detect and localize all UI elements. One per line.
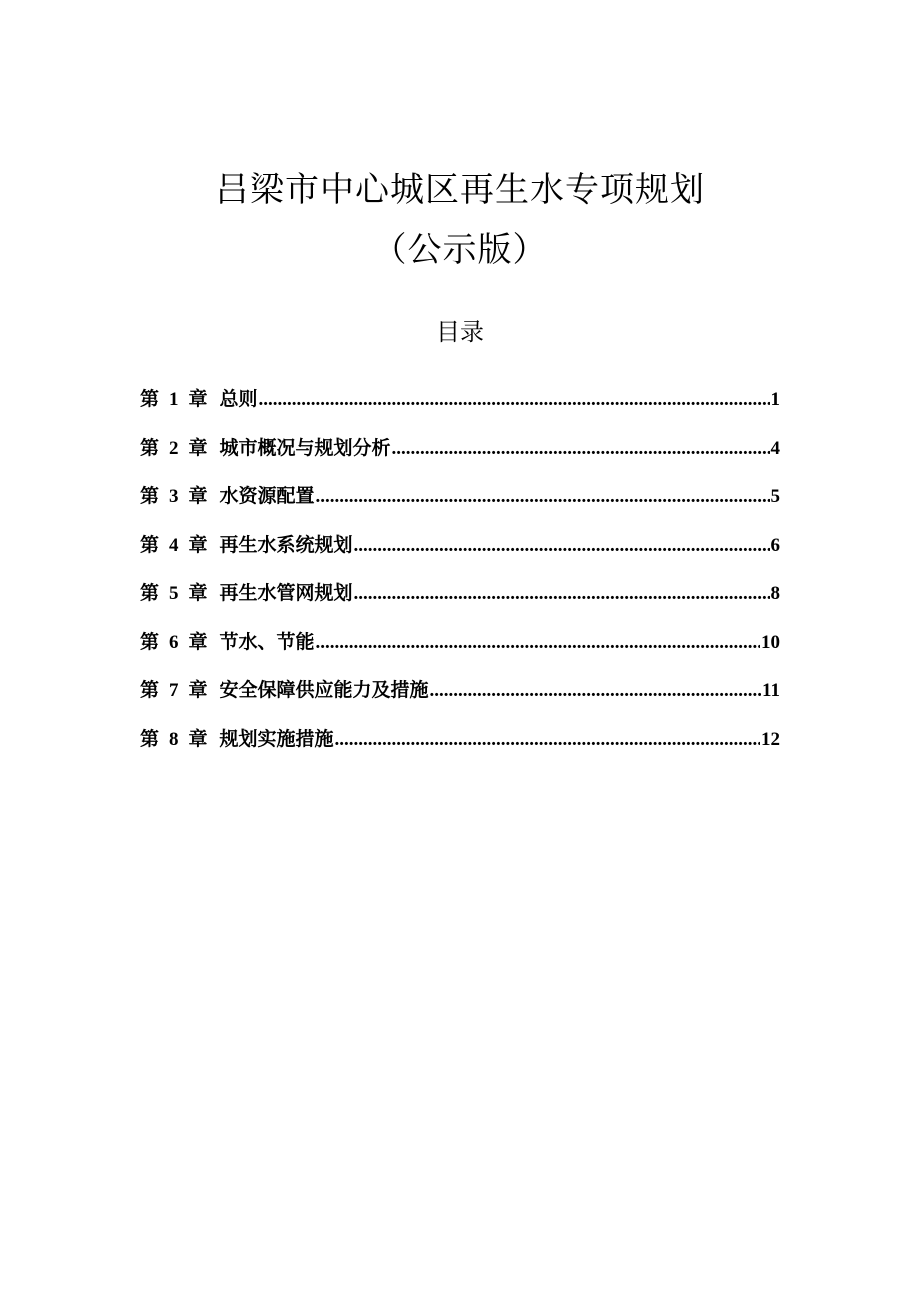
chapter-prefix: 第 [140,436,160,459]
chapter-title: 安全保障供应能力及措施 [219,679,429,701]
page-number: 6 [770,534,780,556]
toc-entry[interactable] [140,434,780,483]
table-of-contents [140,385,780,773]
chapter-title: 水资源配置 [219,485,315,507]
chapter-suffix: 章 [188,388,208,410]
chapter-number: 3 [169,486,179,507]
chapter-suffix: 章 [188,436,208,459]
chapter-title: 再生水管网规划 [219,582,353,604]
page-number: 10 [761,631,780,653]
chapter-prefix: 第 [140,533,160,556]
chapter-suffix: 章 [188,582,208,604]
chapter-suffix: 章 [188,630,208,653]
toc-entry[interactable] [140,725,780,774]
chapter-title: 再生水系统规划 [219,533,353,556]
chapter-prefix: 第 [140,582,160,604]
dot-leader [316,629,760,657]
chapter-number: 6 [169,631,179,653]
chapter-prefix: 第 [140,388,160,410]
chapter-title: 城市概况与规划分析 [219,436,391,459]
page-number: 12 [761,728,780,750]
page-number: 11 [762,680,780,701]
chapter-number: 4 [169,534,179,556]
toc-entry[interactable] [140,579,780,628]
dot-leader [354,580,770,608]
chapter-suffix: 章 [188,533,208,556]
chapter-prefix: 第 [140,727,160,750]
chapter-number: 8 [169,728,179,750]
dot-leader [354,532,770,560]
chapter-title: 总则 [219,388,258,410]
toc-entry[interactable] [140,531,780,580]
page-number: 4 [770,437,780,459]
page-number: 1 [770,389,780,410]
chapter-title: 节水、节能 [219,630,315,653]
page-number: 8 [770,583,780,604]
chapter-title: 规划实施措施 [219,727,334,750]
dot-leader [316,483,770,511]
dot-leader [392,435,770,463]
chapter-suffix: 章 [188,485,208,507]
dot-leader [430,677,762,705]
chapter-number: 7 [169,680,179,701]
chapter-number: 1 [169,389,179,410]
chapter-prefix: 第 [140,679,160,701]
chapter-suffix: 章 [188,727,208,750]
document-title: 吕梁市中心城区再生水专项规划 [215,170,705,210]
toc-entry[interactable] [140,628,780,677]
toc-entry[interactable] [140,482,780,531]
document-subtitle: （公示版） [372,230,548,270]
chapter-number: 2 [169,437,179,459]
chapter-number: 5 [169,583,179,604]
dot-leader [335,726,760,754]
toc-entry[interactable] [140,676,780,725]
chapter-prefix: 第 [140,630,160,653]
toc-entry[interactable] [140,385,780,434]
chapter-prefix: 第 [140,485,160,507]
dot-leader [259,386,770,414]
chapter-suffix: 章 [188,679,208,701]
toc-heading: 目录 [436,318,484,346]
page-number: 5 [770,486,780,507]
